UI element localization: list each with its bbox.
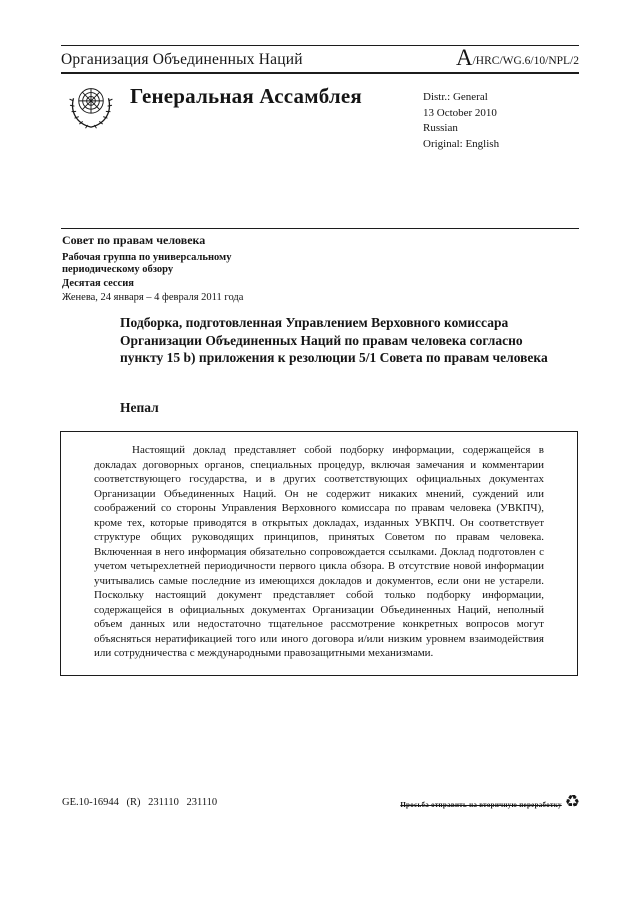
distribution-block [423,90,499,152]
distr-line: Distr.: General [423,91,488,103]
document-title: Подборка, подготовленная Управлением Верховного комиссара Организации Объединенных Наций по правам человека согласно пункту 15 b) приложения к резолюции 5/1 Совета по правам человека [120,315,548,365]
summary-box [60,431,578,676]
recycle-note-text: Просьба отправить на вторичную переработку [400,800,562,809]
masthead [63,79,119,135]
document-symbol-letter: A [455,45,473,70]
assembly-title: Генеральная Ассамблея [130,84,362,108]
summary-text: Настоящий доклад представляет собой подборку информации, содержащейся в докладах договорных органов, специальных процедур, включая замечания и комментарии соответствующего государства, и в других соответствующих официальных документах Организации Объединенных Наций. Он не содержит никаких мнений, суждений или соображений со стороны Управления Верховного комиссара по правам человека (УВКПЧ), кроме тех, которые приводятся в открытых докладах, изданных УВКПЧ. Он соответствует структуре общих руководящих принципов, принятых Советом по правам человека. Включенная в него информация обязательно сопровождается ссылками. Доклад подготовлен с учетом четырехлетней периодичности первого цикла обзора. В отсутствие новой информации учитывались самые последние из имеющихся докладов и документов, если они не устарели. Поскольку настоящий документ представляет собой только подборку информации, содержащейся в официальных документах Организации Объединенных Наций, неполный объем данных или недостаточно тщательное рассмотрение конкретных вопросов могут объясняться нератификацией того или иного договора и/или низким уровнем взаимодействия или сотрудничества с международными правозащитными механизмами. [94,444,544,659]
working-group-line1: Рабочая группа по универсальному [62,252,232,263]
country-heading: Непал [120,400,159,415]
recycle-notice [400,794,580,811]
document-header [61,46,579,72]
language-line: Russian [423,122,458,134]
un-emblem-icon [63,79,119,135]
working-group-line2: периодическому обзору [62,263,174,275]
masthead-rule [61,228,579,229]
venue-dates: Женева, 24 января – 4 февраля 2011 года [62,292,244,303]
recycle-icon: ♻ [564,792,580,812]
session-number: Десятая сессия [62,278,134,289]
header-rule [61,72,579,74]
council-name: Совет по правам человека [62,233,206,247]
original-language-line: Original: English [423,137,500,150]
org-name: Организация Объединенных Наций [61,51,303,68]
document-symbol-rest: /HRC/WG.6/10/NPL/2 [472,55,579,67]
footer-reference: GE.10-16944 (R) 231110 231110 [62,797,218,808]
date-line: 13 October 2010 [423,106,497,119]
document-symbol [456,46,579,72]
session-block [62,233,243,303]
